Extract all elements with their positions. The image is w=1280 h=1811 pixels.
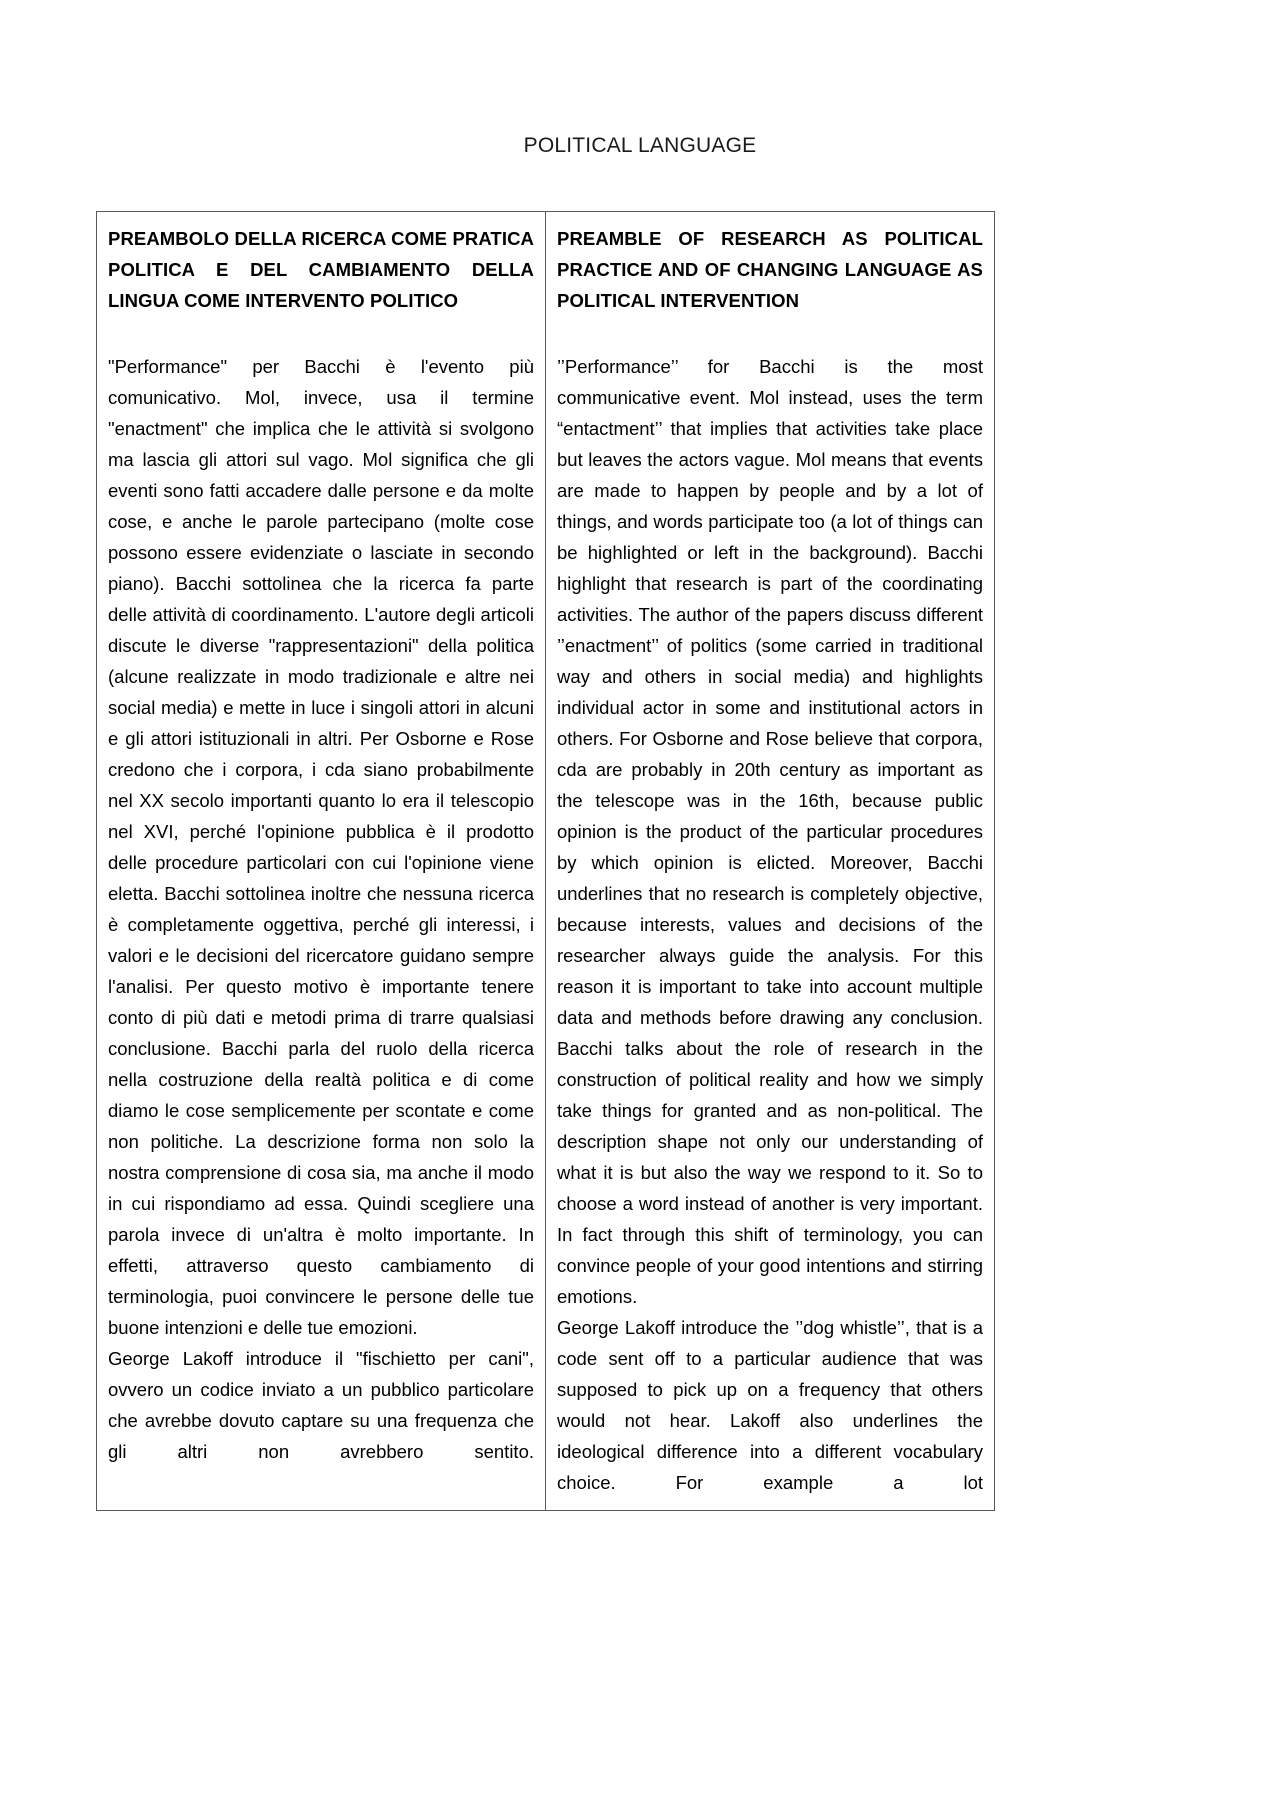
italian-paragraph-1: "Performance" per Bacchi è l'evento più comunicativo. Mol, invece, usa il termine "enactment" che implica che le attività si svolgono ma lascia gli attori sul vago. Mol significa che gli eventi sono fatti accadere dalle persone e da molte cose, e anche le parole partecipano (molte cose possono essere evidenziate o lasciate in secondo piano). Bacchi sottolinea che la ricerca fa parte delle attività di coordinamento. L'autore degli articoli discute le diverse "rappresentazioni" della politica (alcune realizzate in modo tradizionale e altre nei social media) e mette in luce i singoli attori in alcuni e gli attori istituzionali in altri. Per Osborne e Rose credono che i corpora, i cda siano probabilmente nel XX secolo importanti quanto lo era il telescopio nel XVI, perché l'opinione pubblica è il prodotto delle procedure particolari con cui l'opinione viene eletta. Bacchi sottolinea inoltre che nessuna ricerca è completamente oggettiva, perché gli interessi, i valori e le decisioni del ricercatore guidano sempre l'analisi. Per questo motivo è importante tenere conto di più dati e metodi prima di trarre qualsiasi conclusione. Bacchi parla del ruolo della ricerca nella costruzione della realtà politica e di come diamo le cose semplicemente per scontate e come non politiche. La descrizione forma non solo la nostra comprensione di cosa sia, ma anche il modo in cui rispondiamo ad essa. Quindi scegliere una parola invece di un'altra è molto importante. In effetti, attraverso questo cambiamento di terminologia, puoi convincere le persone delle tue buone intenzioni e delle tue emozioni. (108, 356, 534, 1338)
english-paragraph-1: ’’Performance’’ for Bacchi is the most communicative event. Mol instead, uses the term “entactment’’ that implies that activities take place but leaves the actors vague. Mol means that events are made to happen by people and by a lot of things, and words participate too (a lot of things can be highlighted or left in the background). Bacchi highlight that research is part of the coordinating activities. The author of the papers discuss different ’’enactment’’ of politics (some carried in traditional way and others in social media) and highlights individual actor in some and institutional actors in others. For Osborne and Rose believe that corpora, cda are probably in 20th century as important as the telescope was in the 16th, because public opinion is the product of the particular procedures by which opinion is elicted. Moreover, Bacchi underlines that no research is completely objective, because interests, values and decisions of the researcher always guide the analysis. For this reason it is important to take into account multiple data and methods before drawing any conclusion. Bacchi talks about the role of research in the construction of political reality and how we simply take things for granted and as non-political. The description shape not only our understanding of what it is but also the way we respond to it. So to choose a word instead of another is very important. In fact through this shift of terminology, you can convince people of your good intentions and stirring emotions. (557, 356, 983, 1307)
english-body-text (557, 351, 983, 1498)
italian-paragraph-2: George Lakoff introduce il "fischietto per cani", ovvero un codice inviato a un pubblico particolare che avrebbe dovuto captare su una frequenza che gli altri non avrebbero sentito. (108, 1348, 534, 1462)
bilingual-table (96, 211, 995, 1511)
italian-body-text (108, 351, 534, 1467)
table-cell-italian (97, 212, 546, 1511)
bilingual-table-container (96, 211, 994, 1511)
english-paragraph-2: George Lakoff introduce the ’’dog whistle’’, that is a code sent off to a particular audience that was supposed to pick up on a frequency that others would not hear. Lakoff also underlines the ideological difference into a different vocabulary choice. For example a lot (557, 1317, 983, 1493)
heading-body-spacer (557, 320, 983, 351)
heading-body-spacer (108, 320, 534, 351)
page-title: POLITICAL LANGUAGE (523, 134, 757, 157)
table-cell-english (546, 212, 995, 1511)
table-row (97, 212, 995, 1511)
italian-section-heading: PREAMBOLO DELLA RICERCA COME PRATICA POLITICA E DEL CAMBIAMENTO DELLA LINGUA COME INTERVENTO POLITICO (108, 228, 534, 311)
english-section-heading: PREAMBLE OF RESEARCH AS POLITICAL PRACTICE AND OF CHANGING LANGUAGE AS POLITICAL INTERVENTION (557, 228, 983, 311)
